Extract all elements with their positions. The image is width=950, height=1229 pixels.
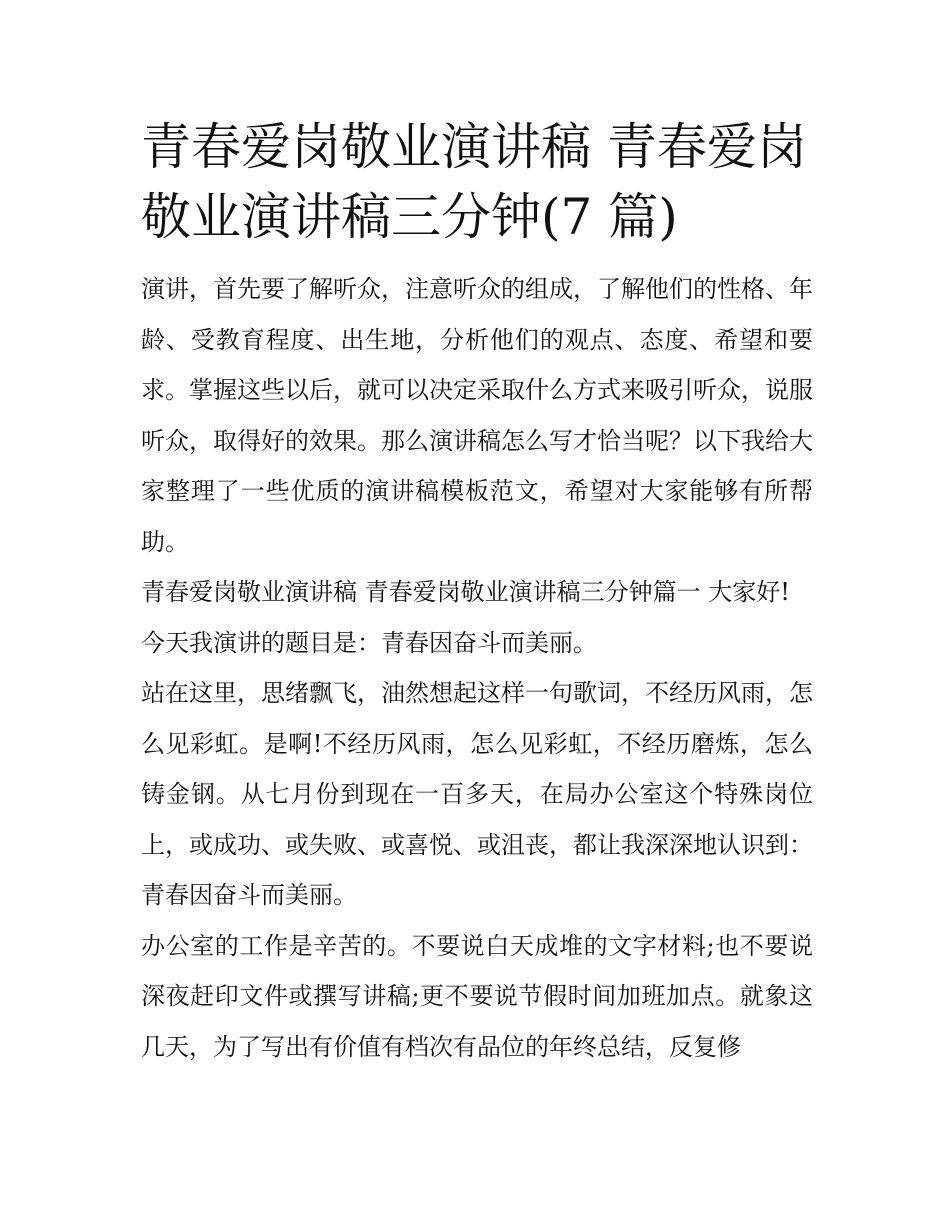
- body-paragraph: 站在这里，思绪飘飞，油然想起这样一句歌词，不经历风雨，怎么见彩虹。是啊!不经历风雨，怎么见彩虹，不经历磨炼，怎么铸金钢。从七月份到现在一百多天，在局办公室这个特殊岗位上，或成功、或失败、或喜悦、或沮丧，都让我深深地认识到：青春因奋斗而美丽。: [141, 679, 813, 909]
- document-page: [141, 112, 813, 1072]
- document-body: [141, 264, 813, 1072]
- title-article-count: (7 篇): [541, 188, 678, 246]
- document-title: [141, 112, 813, 252]
- title-main: 青春爱岗敬业演讲稿 青春爱岗敬业演讲稿三分钟: [141, 118, 807, 246]
- speech-one-heading: 青春爱岗敬业演讲稿 青春爱岗敬业演讲稿三分钟篇一 大家好!: [141, 578, 790, 606]
- intro-paragraph: 演讲，首先要了解听众，注意听众的组成，了解他们的性格、年龄、受教育程度、出生地，分析他们的观点、态度、希望和要求。掌握这些以后，就可以决定采取什么方式来吸引听众，说服听众，取得好的效果。那么演讲稿怎么写才恰当呢？以下我给大家整理了一些优质的演讲稿模板范文，希望对大家能够有所帮助。: [141, 275, 813, 556]
- speech-topic-paragraph: 今天我演讲的题目是：青春因奋斗而美丽。: [141, 628, 597, 657]
- body-paragraph: 办公室的工作是辛苦的。不要说白天成堆的文字材料;也不要说深夜赶印文件或撰写讲稿;更不要说节假时间加班加点。就象这几天，为了写出有价值有档次有品位的年终总结，反复修: [141, 931, 813, 1061]
